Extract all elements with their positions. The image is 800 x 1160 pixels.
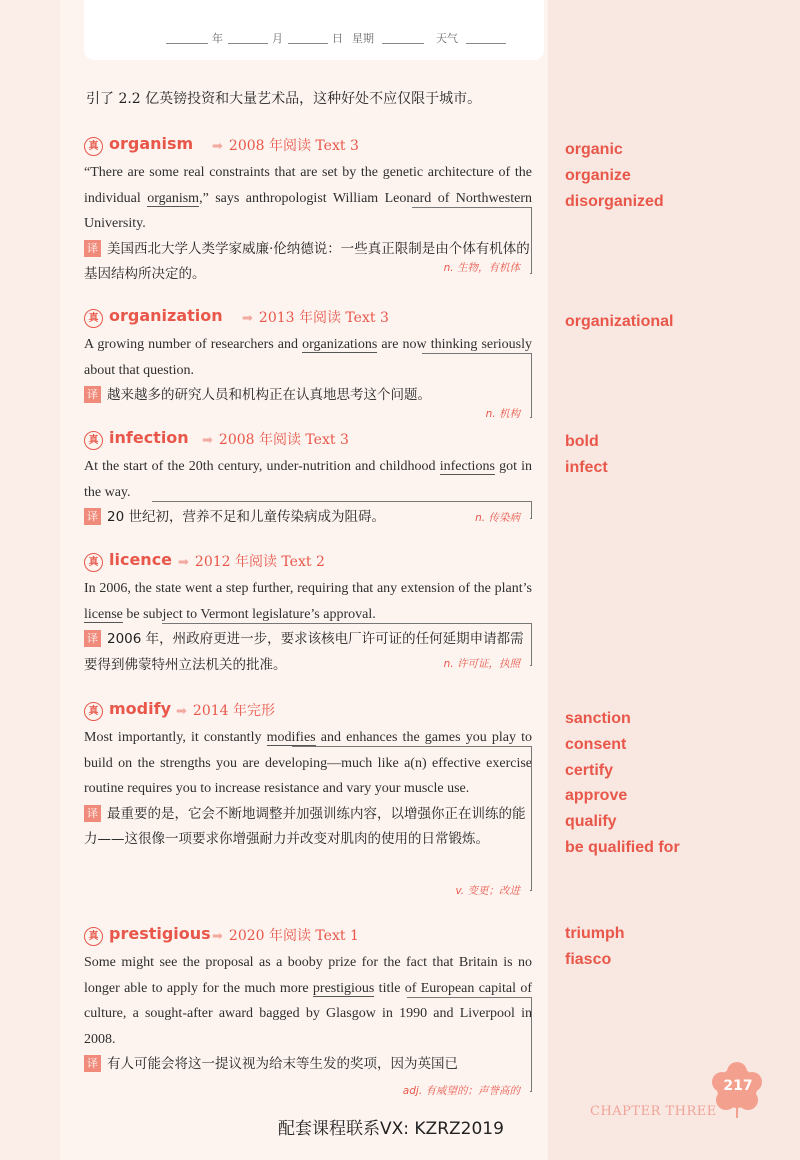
gloss-bracket-top (152, 501, 532, 502)
zhen-badge: 真 (84, 431, 103, 450)
arrow-right-icon: ➡ (176, 704, 187, 720)
english-sentence: “There are some real constraints that are set by the genetic architecture of the individual organism,” says anthropologist William Leonard of Northwestern University. (84, 165, 532, 231)
keyword: modifies (266, 730, 316, 745)
chinese-translation: 译 越来越多的研究人员和机构正在认真地思考这个问题。 (84, 383, 532, 409)
related-word: organizational (565, 313, 674, 330)
yi-badge: 译 (84, 508, 101, 525)
keyword: organism (147, 190, 200, 206)
entry-head (84, 924, 532, 948)
english-sentence: A growing number of researchers and organizations are now thinking seriously about that question. (84, 337, 533, 378)
gloss-bracket (530, 353, 532, 418)
related-word: be qualified for (565, 838, 680, 856)
arrow-right-icon: ➡ (202, 433, 213, 449)
gloss: adj. 有威望的；声誉高的 (402, 1085, 520, 1097)
weather-label: 天气 (436, 32, 458, 45)
related-word: fiasco (565, 950, 612, 968)
chapter-label: CHAPTER THREE (590, 1104, 717, 1119)
gloss-bracket-top (422, 353, 532, 354)
gloss: n. 机构 (485, 408, 520, 420)
page-number: 217 (723, 1078, 753, 1094)
related-word: infect (565, 458, 608, 476)
year-blank[interactable] (166, 42, 208, 44)
year-label: 年 (212, 32, 223, 45)
gloss-bracket (530, 501, 532, 519)
source-label: ➡ 2013 年阅读 Text 3 (242, 310, 389, 327)
gloss-bracket (530, 997, 532, 1092)
headword: modify (109, 699, 171, 718)
weekday-blank[interactable] (382, 42, 424, 44)
source-label: ➡ 2008 年阅读 Text 3 (212, 138, 359, 155)
intro-line: 引了 2.2 亿英镑投资和大量艺术品，这种好处不应仅限于城市。 (86, 91, 482, 107)
source-label: ➡ 2012 年阅读 Text 2 (178, 554, 325, 571)
chinese-translation: 译 有人可能会将这一提议视为给末等生发的奖项，因为英国已 (84, 1052, 532, 1078)
english-sentence: Some might see the proposal as a booby prize for the fact that Britain is no longer able to apply for the much more prestigious title of European capital of culture, a sought-after award bagged by Glasgow in 1990 and Liverpool in 2008. (84, 955, 532, 1047)
entry-organism (84, 134, 532, 288)
arrow-right-icon: ➡ (242, 311, 253, 327)
keyword: prestigious (312, 980, 375, 996)
gloss-bracket-top (162, 623, 532, 624)
entry-prestigious (84, 924, 532, 1097)
english-sentence: At the start of the 20th century, under-nutrition and childhood infections got in the way. (84, 459, 532, 500)
yi-badge: 译 (84, 805, 101, 822)
entry-licence (84, 550, 532, 678)
entry-head (84, 306, 532, 330)
headword: organism (109, 134, 194, 153)
gloss: n. 许可证，执照 (443, 658, 520, 670)
yi-badge: 译 (84, 630, 101, 647)
zhen-badge: 真 (84, 553, 103, 572)
source-label: ➡ 2014 年完形 (176, 703, 275, 720)
chinese-translation: 译 20 世纪初，营养不足和儿童传染病成为阻碍。 (84, 505, 532, 531)
related-words-prestigious (565, 925, 625, 977)
related-word: sanction (565, 710, 631, 727)
diary-header (84, 0, 544, 60)
arrow-right-icon: ➡ (212, 929, 223, 945)
related-words-modify (565, 710, 680, 865)
related-word: consent (565, 735, 627, 753)
chinese-translation: 译 最重要的是，它会不断地调整并加强训练内容，以增强你正在训练的能力——这很像一项要求你增强耐力并改变对肌肉的使用的日常锻炼。 (84, 805, 526, 847)
related-word: bold (565, 433, 599, 450)
related-word: triumph (565, 925, 625, 942)
entry-infection (84, 428, 532, 531)
gloss-bracket (530, 207, 532, 274)
english-sentence: Most importantly, it constantly modifies and enhances the games you play to build on the strengths you are developing—much like a(n) effective exercise routine requires you to increase resistance and vary your muscle use. (84, 730, 532, 796)
headword: licence (109, 550, 173, 569)
zhen-badge: 真 (84, 702, 103, 721)
yi-badge: 译 (84, 386, 101, 403)
footer-note: 配套课程联系VX: KZRZ2019 (278, 1119, 504, 1139)
zhen-badge: 真 (84, 309, 103, 328)
related-word: qualify (565, 813, 617, 831)
gloss-bracket-top (412, 207, 532, 208)
gloss-bracket (530, 623, 532, 666)
arrow-right-icon: ➡ (178, 555, 189, 571)
keyword: license (84, 606, 123, 622)
chinese-translation: 译 美国西北大学人类学家威廉·伦纳德说：一些真正限制是由个体有机体的基因结构所决定的。 (84, 240, 530, 282)
entry-modify (84, 699, 532, 897)
chinese-translation: 译 2006 年，州政府更进一步，要求该核电厂许可证的任何延期申请都需要得到佛蒙特州立法机关的批准。 (84, 631, 524, 673)
related-word: organic (565, 141, 623, 158)
entry-head (84, 428, 532, 452)
headword: organization (109, 306, 223, 325)
arrow-right-icon: ➡ (212, 139, 223, 155)
source-label: ➡ 2020 年阅读 Text 1 (212, 928, 359, 945)
gloss-bracket-top (407, 997, 532, 998)
entry-head (84, 134, 532, 158)
zhen-badge: 真 (84, 137, 103, 156)
entry-head (84, 550, 532, 574)
gloss: v. 变更；改进 (455, 885, 520, 897)
source-label: ➡ 2008 年阅读 Text 3 (202, 432, 349, 449)
day-blank[interactable] (288, 42, 328, 44)
gloss: n. 生物，有机体 (443, 262, 520, 274)
weekday-label: 星期 (352, 32, 374, 45)
related-word: certify (565, 761, 614, 779)
related-word: approve (565, 787, 628, 805)
yi-badge: 译 (84, 240, 101, 257)
related-word: disorganized (565, 192, 664, 210)
weather-blank[interactable] (466, 42, 506, 44)
month-blank[interactable] (228, 42, 268, 44)
related-words-organism (565, 141, 664, 218)
entry-head (84, 699, 532, 723)
gloss-bracket (530, 746, 532, 891)
zhen-badge: 真 (84, 927, 103, 946)
keyword: infections (439, 459, 495, 474)
keyword: organizations (302, 337, 378, 352)
related-word: organize (565, 166, 631, 184)
gloss: n. 传染病 (475, 512, 520, 524)
entry-organization (84, 306, 533, 420)
english-sentence: In 2006, the state went a step further, requiring that any extension of the plant’s license be subject to Vermont legislature’s approval. (84, 581, 532, 622)
yi-badge: 译 (84, 1055, 101, 1072)
gloss-bracket-top (292, 746, 532, 747)
related-words-infection (565, 433, 608, 485)
day-label: 日 (332, 32, 343, 45)
related-words-organization (565, 313, 673, 339)
month-label: 月 (272, 32, 283, 45)
headword: prestigious (109, 924, 211, 943)
headword: infection (109, 428, 189, 447)
